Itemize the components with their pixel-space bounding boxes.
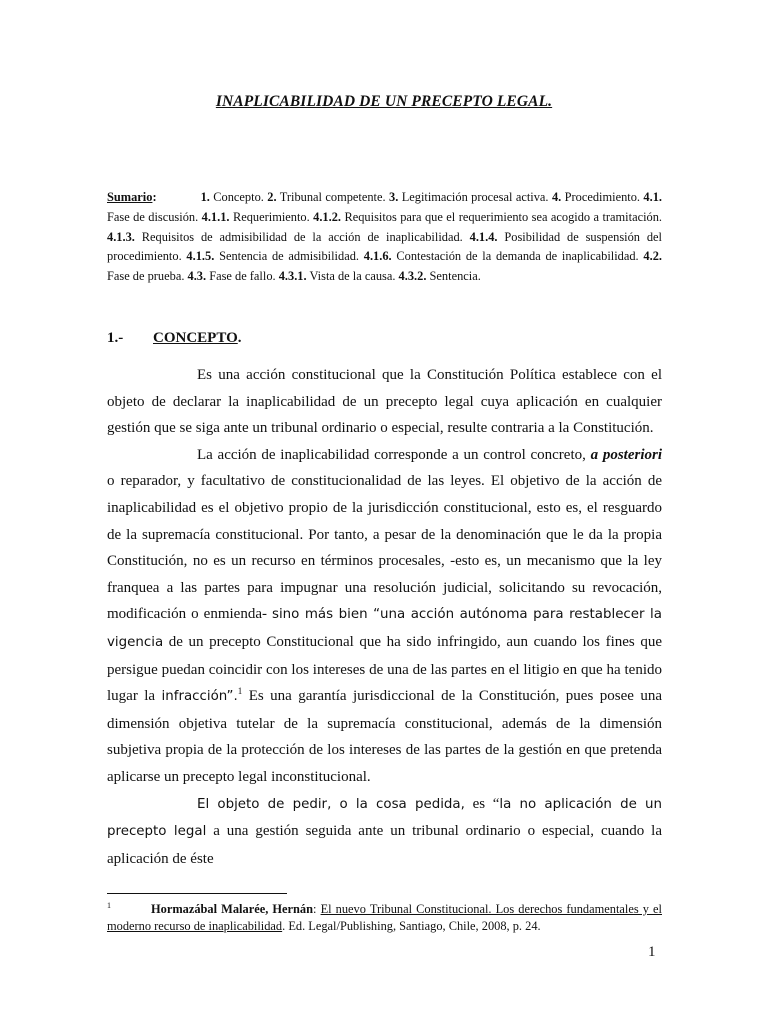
page-number: 1	[648, 944, 656, 960]
summary-item-text: Requerimiento.	[229, 209, 314, 224]
summary-item-number: 1.	[200, 190, 210, 204]
summary-item-number: 4.1.6.	[363, 249, 392, 264]
footnote-separator-text: :	[313, 902, 321, 916]
summary-item-number: 4.1.5.	[186, 249, 215, 264]
summary-item-number: 4.3.1.	[278, 269, 307, 284]
summary-item-text: Fase de discusión.	[107, 209, 202, 224]
footnote-separator	[107, 893, 287, 894]
paragraph-2-text-c: de un precepto Constitucional que ha sido infringido, aun cuando los fines que persigue puedan coincidir con los intereses de una de las partes en el litigio en que ha tenido lugar la	[107, 633, 662, 705]
paragraph-2-emphasis: a posteriori	[590, 446, 662, 463]
paragraph-3-text-b: a una gestión seguida ante un tribunal ordinario o especial, cuando la aplicación de éste	[107, 823, 662, 867]
section-period: .	[237, 330, 242, 346]
paragraph-2-text-b: o reparador, y facultativo de constitucionalidad de las leyes. El objetivo de la acción de inaplicabilidad es el objetivo propio de la jurisdicción constitucional, esto es, el resguardo de la supremacía constitucional. Por tanto, a pesar de la denominación que le da la propia Constitución, no es un recurso en términos procesales, -esto es, un mecanismo que la ley franquea a las partes para impugnar una resolución judicial, solicitando su revocación, modificación o enmienda-	[107, 473, 662, 623]
summary-item-number: 4.1.4.	[469, 229, 498, 244]
summary-item-number: 3.	[389, 190, 399, 204]
summary-item-text: Sentencia de admisibilidad.	[214, 249, 364, 264]
summary-item-text: Fase de fallo.	[206, 269, 279, 284]
summary-colon: :	[152, 190, 157, 204]
paragraph-2-quote: sino más bien “una acción autónoma para restablecer la vigencia	[107, 607, 662, 650]
paragraph-3-sans-b: la no aplicación de un precepto legal	[107, 796, 662, 840]
paragraph-3-sans-a: El objeto de pedir, o la cosa pedida,	[197, 796, 465, 812]
summary-item-text: Posibilidad de suspensión del procedimiento.	[107, 229, 662, 264]
summary-item-number: 2.	[267, 190, 277, 204]
summary-item-text: Vista de la causa.	[306, 269, 399, 284]
paragraph-3-text-a: es “	[464, 795, 500, 812]
summary-item-number: 4.1.1.	[201, 209, 230, 224]
footnote-reference[interactable]: 1	[237, 686, 243, 697]
footnote-publication: . Ed. Legal/Publishing, Santiago, Chile, 2008, p. 24.	[282, 918, 541, 933]
footnote-work-title: El nuevo Tribunal Constitucional. Los derechos fundamentales y el moderno recurso de inaplicabilidad	[107, 902, 662, 933]
paragraph-2-text-a: La acción de inaplicabilidad corresponde a un control concreto,	[197, 446, 591, 463]
section-title: CONCEPTO	[153, 330, 238, 346]
summary-item-number: 4.2.	[643, 249, 662, 264]
summary-item-number: 4.1.3.	[107, 229, 135, 244]
summary-block	[107, 188, 662, 287]
paragraph-2-quote-end: infracción”.	[161, 689, 238, 705]
summary-item-number: 4.1.2.	[313, 209, 342, 224]
summary-item-number: 4.3.	[187, 269, 207, 284]
paragraph-1: Es una acción constitucional que la Constitución Política establece con el objeto de declarar la inaplicabilidad de un precepto legal cuya aplicación en cualquier gestión que se siga ante un tribunal ordinario o especial, resulte contraria a la Constitución.	[107, 367, 662, 437]
body-text	[107, 362, 662, 872]
paragraph-2	[107, 442, 662, 791]
summary-item-text: Legitimación procesal activa.	[398, 190, 552, 204]
paragraph-3	[107, 791, 662, 873]
section-number: 1.-	[107, 330, 124, 346]
summary-item-number: 4.3.2.	[398, 269, 427, 284]
summary-item-text: Contestación de la demanda de inaplicabilidad.	[391, 249, 644, 264]
paragraph-2-text-d: Es una garantía jurisdiccional de la Constitución, pues posee una dimensión objetiva tutelar de la supremacía constitucional, además de la dimensión subjetiva propia de la protección de los intereses de las partes de la gestión en que pretenda aplicarse un precepto legal inconstitucional.	[107, 688, 662, 785]
document-title: INAPLICABILIDAD DE UN PRECEPTO LEGAL.	[215, 93, 553, 110]
summary-item-text: Requisitos de admisibilidad de la acción de inaplicabilidad.	[134, 229, 470, 244]
summary-item-text: Procedimiento.	[561, 190, 644, 204]
summary-item-text: Sentencia.	[426, 269, 481, 284]
summary-item-text: Requisitos para que el requerimiento sea acogido a tramitación.	[341, 209, 663, 224]
summary-item-number: 4.1.	[643, 190, 662, 204]
summary-item-number: 4.	[551, 190, 562, 204]
summary-item-text: Tribunal competente.	[276, 190, 389, 204]
summary-items	[107, 190, 662, 283]
section-heading	[107, 330, 241, 347]
summary-item-text: Concepto.	[209, 190, 268, 204]
summary-label: Sumario	[107, 190, 153, 204]
footnote: 1 Hormazábal Malarée, Hernán: El nuevo Tribunal Constitucional. Los derechos fundamentales y el moderno recurso de inaplicabilidad. Ed. Legal/Publishing, Santiago, Chile, 2008, p. 24.	[107, 901, 662, 933]
footnote-author: Hormazábal Malarée, Hernán	[151, 902, 314, 916]
summary-item-text: Fase de prueba.	[107, 269, 188, 284]
